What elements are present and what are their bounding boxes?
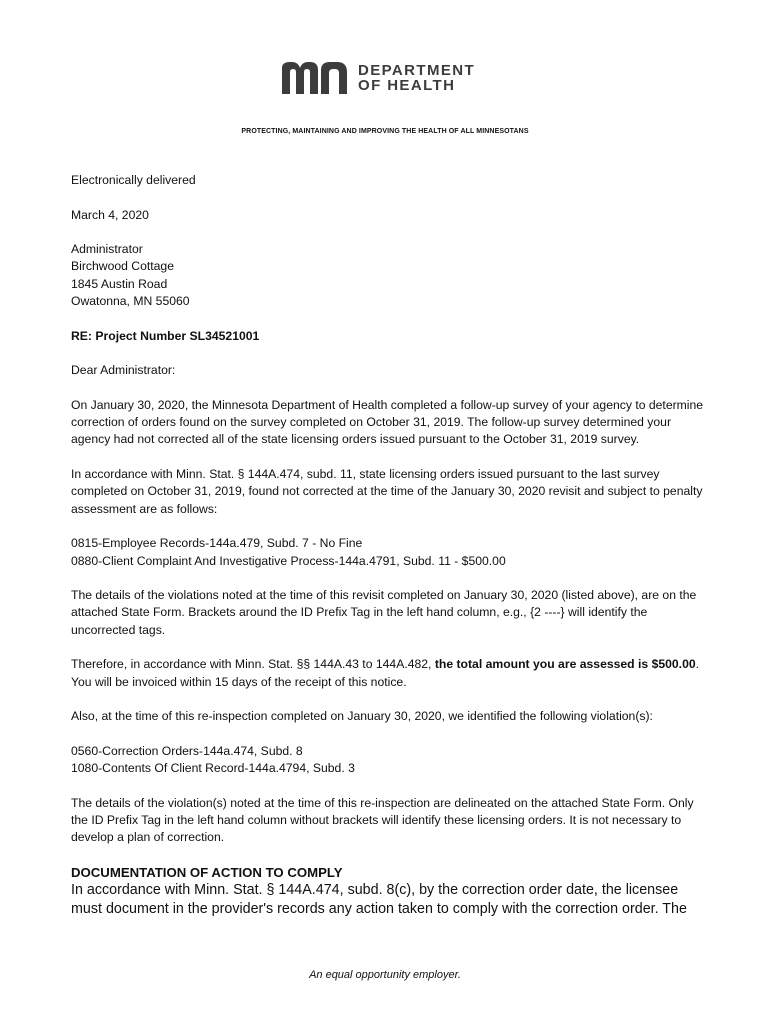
list-item: 0815-Employee Records-144a.479, Subd. 7 - No Fine <box>71 536 363 551</box>
assessment-amount: the total amount you are assessed is $500.00 <box>434 657 696 672</box>
delivery-method: Electronically delivered <box>71 173 196 187</box>
section-heading: DOCUMENTATION OF ACTION TO COMPLY <box>71 864 343 880</box>
paragraph-penalty: In accordance with Minn. Stat. § 144A.474, subd. 11, state licensing orders issued pursuant to the last survey completed on October 31, 2019, found not corrected at the time of the January 30, 2020 revisit and subject to penalty assessment are as follows: <box>71 467 703 516</box>
paragraph-assessment <box>71 656 711 691</box>
address-line: Owatonna, MN 55060 <box>71 294 190 309</box>
list-item: 0560-Correction Orders-144a.474, Subd. 8 <box>71 743 303 758</box>
address-line: Administrator <box>71 242 143 257</box>
paragraph-survey: On January 30, 2020, the Minnesota Department of Health completed a follow-up survey of your agency to determine correction of orders found on the survey completed on October 31, 2019. The follow-up survey determined your agency had not corrected all of the state licensing orders issued pursuant to the October 31, 2019 survey. <box>71 397 704 447</box>
paragraph-comply: In accordance with Minn. Stat. § 144A.474, subd. 8(c), by the correction order date, the licensee must document in the provider's records any action taken to comply with the correction order. The <box>71 881 687 918</box>
salutation: Dear Administrator: <box>71 363 176 378</box>
letter-date: March 4, 2020 <box>71 207 149 222</box>
new-violations-list <box>71 743 711 778</box>
letter-body <box>71 172 711 920</box>
address-line: Birchwood Cottage <box>71 259 174 274</box>
paragraph-reinspection: Also, at the time of this re-inspection completed on January 30, 2020, we identified the following violation(s): <box>71 709 653 724</box>
assessment-text-end: . You will be invoiced within 15 days of the receipt of this notice. <box>71 657 700 689</box>
recipient-address <box>71 241 711 310</box>
paragraph-violation-details: The details of the violation(s) noted at the time of this re-inspection are delineated on the attached State Form. Only the ID Prefix Tag in the left hand column without brackets will identify these licensing orders. It is not necessary to develop a plan of correction. <box>71 795 694 845</box>
footer-text: An equal opportunity employer. <box>309 969 461 981</box>
paragraph-details: The details of the violations noted at the time of this revisit completed on January 30, 2020 (listed above), are on the attached State Form. Brackets around the ID Prefix Tag in the left hand column, e.g., {2 ----} will identify the uncorrected tags. <box>71 588 697 637</box>
uncorrected-orders-list <box>71 535 711 570</box>
list-item: 0880-Client Complaint And Investigative Process-144a.4791, Subd. 11 - $500.00 <box>71 553 506 568</box>
list-item: 1080-Contents Of Client Record-144a.4794, Subd. 3 <box>71 761 355 776</box>
department-logo <box>280 60 475 96</box>
assessment-text: Therefore, in accordance with Minn. Stat. §§ 144A.43 to 144A.482, <box>71 657 435 672</box>
logo-line-2: OF HEALTH <box>358 77 456 94</box>
subject-line: RE: Project Number SL34521001 <box>71 328 260 343</box>
address-line: 1845 Austin Road <box>71 276 168 291</box>
tagline: PROTECTING, MAINTAINING AND IMPROVING THE HEALTH OF ALL MINNESOTANS <box>241 128 529 135</box>
mn-logo-icon <box>280 60 350 96</box>
logo-line-1: DEPARTMENT <box>358 62 476 79</box>
logo-text <box>358 63 475 93</box>
